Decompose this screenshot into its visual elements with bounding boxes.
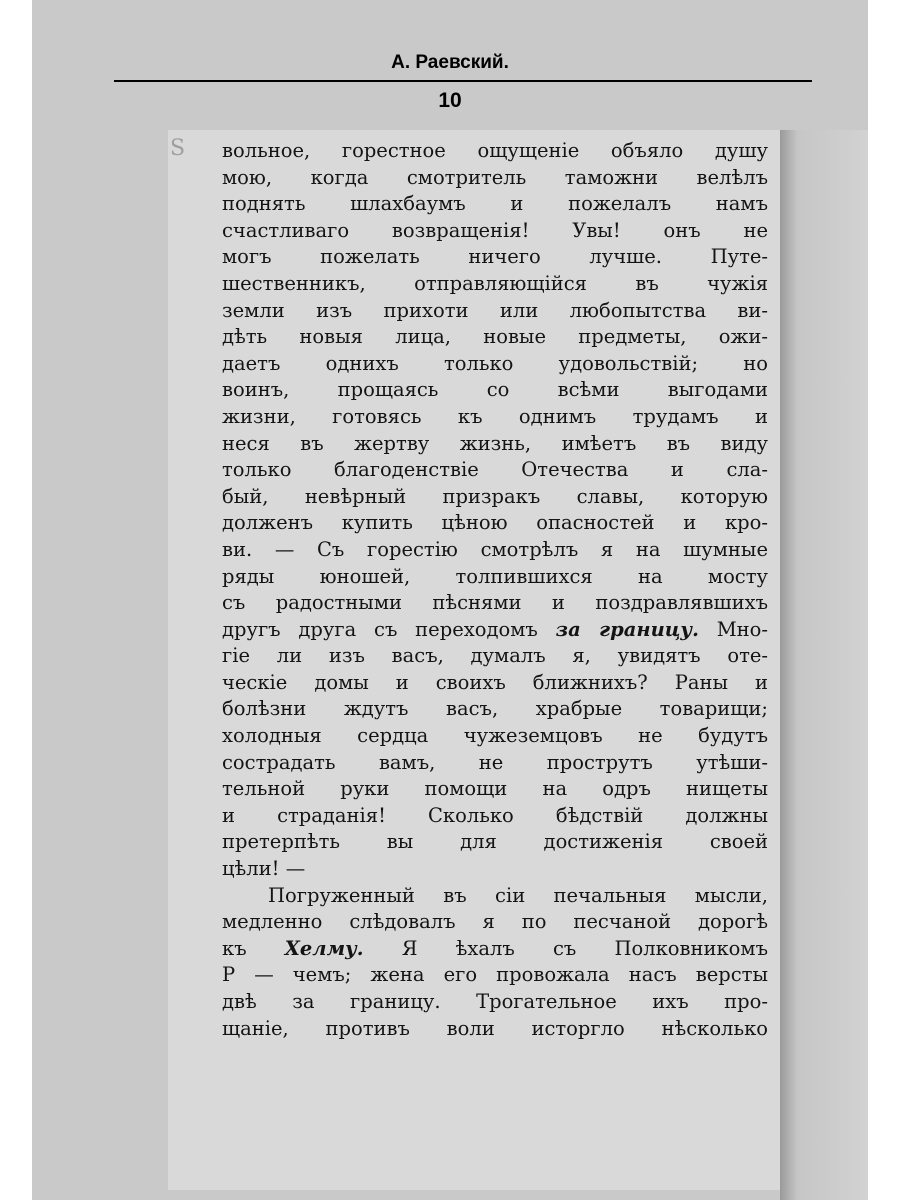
text-line: холодныя сердца чужеземцовъ не будутъ bbox=[222, 724, 768, 748]
text-line: земли изъ прихоти или любопытства ви- bbox=[222, 298, 768, 322]
text-line: претерпѣть вы для достиженія своей bbox=[222, 830, 768, 854]
page-number: 10 bbox=[438, 89, 462, 112]
text-line: гіе ли изъ васъ, думалъ я, увидятъ оте- bbox=[222, 644, 768, 668]
text-line: ряды юношей, толпившихся на мосту bbox=[222, 564, 768, 588]
text-line: тельной руки помощи на одръ нищеты bbox=[222, 777, 768, 801]
text-line: медленно слѣдовалъ я по песчаной дорогѣ bbox=[222, 910, 768, 934]
text-line: Р — чемъ; жена его провожала насъ версты bbox=[222, 963, 768, 987]
text-run: Мно- bbox=[698, 617, 768, 641]
text-line-with-italic bbox=[222, 617, 768, 644]
text-line: болѣзни ждутъ васъ, храбрые товарищи; bbox=[222, 697, 768, 721]
paragraph-first-line: Погруженный въ сіи печальныя мысли, bbox=[268, 883, 768, 907]
text-line: щаніе, противъ воли исторгло нѣсколько bbox=[222, 1016, 768, 1040]
text-line: сострадать вамъ, не прострутъ утѣши- bbox=[222, 750, 768, 774]
text-line: счастливаго возвращенія! Увы! онъ не bbox=[222, 218, 768, 242]
text-line: двѣ за границу. Трогательное ихъ про- bbox=[222, 990, 768, 1013]
text-run: Я ѣхалъ съ Полковникомъ bbox=[363, 936, 768, 960]
text-line: бый, невѣрный призракъ славы, которую bbox=[222, 484, 768, 508]
text-line-with-italic bbox=[222, 936, 768, 963]
text-line: воинъ, прощаясь со всѣми выгодами bbox=[222, 378, 768, 402]
text-line: и страданія! Сколько бѣдствій должны bbox=[222, 803, 768, 827]
text-line: могъ пожелать ничего лучше. Путе- bbox=[222, 245, 768, 269]
text-run: другъ друга съ переходомъ bbox=[222, 617, 556, 641]
text-line: долженъ купить цѣною опасностей и кро- bbox=[222, 511, 768, 535]
text-line: съ радостными пѣснями и поздравлявшихъ bbox=[222, 591, 768, 615]
text-line: ви. — Съ горестію смотрѣлъ я на шумные bbox=[222, 537, 768, 561]
body-text bbox=[222, 138, 768, 1042]
text-run: къ bbox=[222, 936, 285, 960]
text-line: неся въ жертву жизнь, имѣетъ въ виду bbox=[222, 431, 768, 455]
text-line: даетъ однихъ только удовольствій; но bbox=[222, 351, 768, 375]
text-line: ческіе домы и своихъ ближнихъ? Раны и bbox=[222, 670, 768, 694]
text-line: вольное, горестное ощущеніе объяло душу bbox=[222, 139, 768, 162]
header-rule bbox=[114, 80, 812, 82]
text-line: мою, когда смотритель таможни велѣлъ bbox=[222, 165, 768, 189]
text-line: шественникъ, отправляющійся въ чужія bbox=[222, 271, 768, 295]
text-line: жизни, готовясь къ однимъ трудамъ и bbox=[222, 404, 768, 428]
text-line: только благоденствіе Отечества и сла- bbox=[222, 458, 768, 482]
scan-edge-shadow bbox=[780, 130, 868, 1200]
margin-pencil-mark: S bbox=[170, 136, 186, 161]
paragraph-end-line: цѣли! — bbox=[222, 857, 306, 881]
italic-phrase: за границу. bbox=[555, 617, 699, 641]
text-line: дѣть новыя лица, новые предметы, ожи- bbox=[222, 325, 768, 349]
running-head-author: А. Раевский. bbox=[391, 52, 509, 73]
text-line: поднять шлахбаумъ и пожелалъ намъ bbox=[222, 192, 768, 216]
italic-place-name: Хелму. bbox=[284, 936, 364, 960]
